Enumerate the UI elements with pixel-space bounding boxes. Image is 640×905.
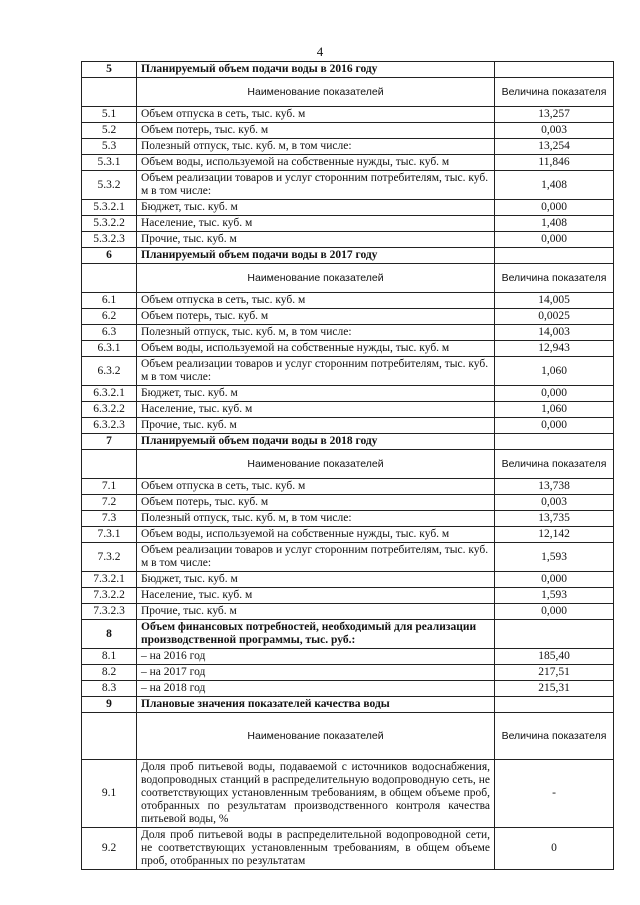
row-label: – на 2018 год [137,681,495,697]
row-number: 7.3.2 [82,543,137,572]
row-value: 11,846 [495,155,614,171]
table-row [82,760,614,828]
row-number: 5.2 [82,123,137,139]
row-number: 7.3.2.1 [82,572,137,588]
section-value-cell [495,434,614,450]
table-row [82,572,614,588]
row-label: Полезный отпуск, тыс. куб. м, в том числе: [137,139,495,155]
program-table-body [82,62,614,870]
row-number: 6.3.2.2 [82,402,137,418]
table-row [82,357,614,386]
section-title: Планируемый объем подачи воды в 2016 году [137,62,495,78]
column-header-empty [82,713,137,760]
row-value: 0,003 [495,123,614,139]
table-row [82,293,614,309]
table-row [82,216,614,232]
section-number: 9 [82,697,137,713]
row-label: Доля проб питьевой воды, подаваемой с источников водоснабжения, водопроводных станций в распределительную водопроводную сеть, не соответствующих установленным требованиям, в общем объеме проб, отобранных по результатам производственного контроля качества питьевой воды, % [137,760,495,828]
column-header-row [82,78,614,107]
row-number: 5.1 [82,107,137,123]
column-header-name: Наименование показателей [137,264,495,293]
row-number: 9.1 [82,760,137,828]
row-value: 185,40 [495,649,614,665]
column-header-value: Величина показателя [495,264,614,293]
row-label: Объем потерь, тыс. куб. м [137,309,495,325]
row-number: 5.3 [82,139,137,155]
row-value: 0,0025 [495,309,614,325]
column-header-empty [82,450,137,479]
row-number: 6.3.2 [82,357,137,386]
row-number: 7.2 [82,495,137,511]
row-value: 13,735 [495,511,614,527]
table-row [82,543,614,572]
table-row [82,665,614,681]
section-title: Планируемый объем подачи воды в 2018 году [137,434,495,450]
row-label: Население, тыс. куб. м [137,402,495,418]
row-value: 1,408 [495,171,614,200]
row-value: 0,000 [495,418,614,434]
row-value: 0,000 [495,200,614,216]
row-value: 1,060 [495,357,614,386]
row-number: 9.2 [82,828,137,870]
section-header-row [82,697,614,713]
row-label: Объем реализации товаров и услуг сторонним потребителям, тыс. куб. м в том числе: [137,171,495,200]
section-header-row [82,434,614,450]
row-number: 7.3 [82,511,137,527]
section-number: 5 [82,62,137,78]
section-title: Объем финансовых потребностей, необходимый для реализации производственной программы, тыс. руб.: [137,620,495,649]
row-label: Объем отпуска в сеть, тыс. куб. м [137,479,495,495]
row-label: Бюджет, тыс. куб. м [137,572,495,588]
row-label: Объем воды, используемой на собственные нужды, тыс. куб. м [137,527,495,543]
row-value: 0,003 [495,495,614,511]
row-number: 6.3 [82,325,137,341]
row-value: 0,000 [495,572,614,588]
row-value: 13,254 [495,139,614,155]
row-number: 7.3.2.3 [82,604,137,620]
row-label: Бюджет, тыс. куб. м [137,200,495,216]
section-number: 7 [82,434,137,450]
table-row [82,527,614,543]
table-row [82,649,614,665]
section-header-row [82,62,614,78]
column-header-row [82,264,614,293]
row-number: 5.3.2.3 [82,232,137,248]
row-label: Объем реализации товаров и услуг сторонним потребителям, тыс. куб. м в том числе: [137,543,495,572]
column-header-value: Величина показателя [495,450,614,479]
table-row [82,495,614,511]
row-number: 7.1 [82,479,137,495]
table-row [82,232,614,248]
row-number: 7.3.1 [82,527,137,543]
row-number: 5.3.2 [82,171,137,200]
row-number: 6.3.2.1 [82,386,137,402]
column-header-name: Наименование показателей [137,713,495,760]
row-number: 8.3 [82,681,137,697]
row-label: Объем потерь, тыс. куб. м [137,495,495,511]
row-number: 5.3.2.1 [82,200,137,216]
table-row [82,402,614,418]
row-label: Объем отпуска в сеть, тыс. куб. м [137,293,495,309]
row-label: Объем потерь, тыс. куб. м [137,123,495,139]
row-value: 14,003 [495,325,614,341]
section-number: 8 [82,620,137,649]
column-header-row [82,450,614,479]
row-label: Население, тыс. куб. м [137,588,495,604]
row-number: 8.2 [82,665,137,681]
row-number: 7.3.2.2 [82,588,137,604]
row-value: 0 [495,828,614,870]
program-table [81,61,614,870]
table-row [82,325,614,341]
table-row [82,604,614,620]
row-value: 12,943 [495,341,614,357]
table-row [82,309,614,325]
row-label: Полезный отпуск, тыс. куб. м, в том числе: [137,325,495,341]
row-label: – на 2017 год [137,665,495,681]
table-row [82,341,614,357]
row-label: Объем воды, используемой на собственные нужды, тыс. куб. м [137,155,495,171]
section-title: Плановые значения показателей качества воды [137,697,495,713]
column-header-value: Величина показателя [495,78,614,107]
table-row [82,511,614,527]
row-label: Доля проб питьевой воды в распределительной водопроводной сети, не соответствующих установленным требованиям, в общем объеме проб, отобранных по результатам [137,828,495,870]
table-row [82,200,614,216]
row-value: 1,408 [495,216,614,232]
row-label: Прочие, тыс. куб. м [137,418,495,434]
row-label: Бюджет, тыс. куб. м [137,386,495,402]
page-number: 4 [316,44,324,59]
section-value-cell [495,620,614,649]
table-row [82,123,614,139]
row-label: Объем реализации товаров и услуг сторонним потребителям, тыс. куб. м в том числе: [137,357,495,386]
row-label: Объем отпуска в сеть, тыс. куб. м [137,107,495,123]
row-label: Полезный отпуск, тыс. куб. м, в том числе: [137,511,495,527]
row-value: 215,31 [495,681,614,697]
row-value: 217,51 [495,665,614,681]
row-label: Прочие, тыс. куб. м [137,604,495,620]
table-row [82,155,614,171]
section-number: 6 [82,248,137,264]
table-row [82,386,614,402]
table-row [82,139,614,155]
row-number: 8.1 [82,649,137,665]
table-row [82,418,614,434]
table-row [82,588,614,604]
row-value: 0,000 [495,386,614,402]
row-value: 1,060 [495,402,614,418]
row-value: 13,257 [495,107,614,123]
table-row [82,107,614,123]
row-number: 6.2 [82,309,137,325]
row-value: 14,005 [495,293,614,309]
row-value: 0,000 [495,232,614,248]
column-header-empty [82,264,137,293]
row-value: 0,000 [495,604,614,620]
column-header-row [82,713,614,760]
row-value: 12,142 [495,527,614,543]
row-number: 6.3.1 [82,341,137,357]
row-value: 1,593 [495,543,614,572]
section-header-row [82,620,614,649]
row-value: 13,738 [495,479,614,495]
column-header-name: Наименование показателей [137,450,495,479]
section-value-cell [495,62,614,78]
row-label: Население, тыс. куб. м [137,216,495,232]
table-row [82,828,614,870]
section-header-row [82,248,614,264]
section-value-cell [495,248,614,264]
row-number: 5.3.2.2 [82,216,137,232]
column-header-empty [82,78,137,107]
section-title: Планируемый объем подачи воды в 2017 году [137,248,495,264]
row-value: - [495,760,614,828]
table-row [82,171,614,200]
column-header-value: Величина показателя [495,713,614,760]
row-number: 5.3.1 [82,155,137,171]
row-label: Объем воды, используемой на собственные нужды, тыс. куб. м [137,341,495,357]
table-row [82,479,614,495]
section-value-cell [495,697,614,713]
row-number: 6.3.2.3 [82,418,137,434]
row-label: Прочие, тыс. куб. м [137,232,495,248]
row-number: 6.1 [82,293,137,309]
column-header-name: Наименование показателей [137,78,495,107]
row-label: – на 2016 год [137,649,495,665]
row-value: 1,593 [495,588,614,604]
table-row [82,681,614,697]
